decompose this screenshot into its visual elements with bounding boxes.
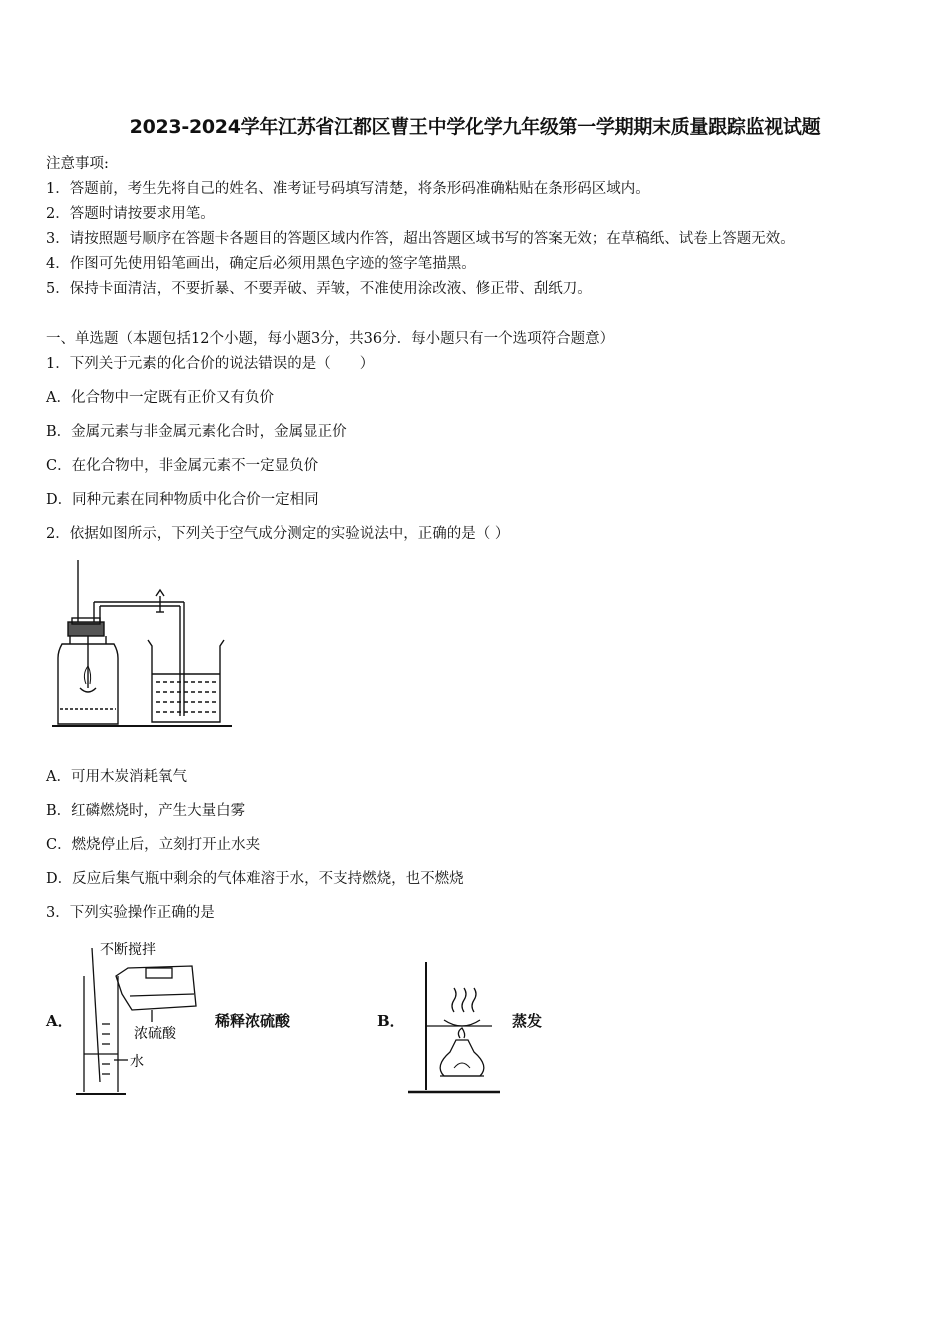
q3-option-b-label: 蒸发 [512,1012,543,1030]
q1-option-c: C．在化合物中，非金属元素不一定显负价 [46,458,319,474]
q2-option-c: C．燃烧停止后，立刻打开止水夹 [46,837,261,853]
evaporation-figure [404,958,504,1098]
notice-item: 2．答题时请按要求用笔。 [46,206,215,222]
q1-option-d: D．同种元素在同种物质中化合价一定相同 [46,492,319,508]
question-2-stem: 2．依据如图所示，下列关于空气成分测定的实验说法中，正确的是（ ） [46,526,510,542]
stir-label: 不断搅拌 [100,942,156,958]
q1-option-b: B．金属元素与非金属元素化合时，金属显正价 [46,424,347,440]
sulfuric-acid-label: 浓硫酸 [134,1026,176,1042]
notice-item: 3．请按照题号顺序在答题卡各题目的答题区域内作答，超出答题区域书写的答案无效；在草稿纸、试卷上答题无效。 [46,231,795,247]
dilute-sulfuric-acid-figure [72,938,212,1100]
q2-option-d: D．反应后集气瓶中剩余的气体难溶于水，不支持燃烧，也不燃烧 [46,871,464,887]
notice-item: 5．保持卡面清洁，不要折暴、不要弄破、弄皱，不准使用涂改液、修正带、刮纸刀。 [46,281,592,297]
question-1-stem: 1．下列关于元素的化合价的说法错误的是（ ） [46,356,375,372]
notice-heading: 注意事项: [46,156,109,172]
q3-option-a-label: 稀释浓硫酸 [215,1012,291,1030]
q3-option-b-letter: B． [377,1012,405,1030]
question-3-stem: 3．下列实验操作正确的是 [46,905,215,921]
notice-item: 4．作图可先使用铅笔画出，确定后必须用黑色字迹的签字笔描黑。 [46,256,476,272]
air-composition-apparatus-figure [48,556,238,731]
q2-option-b: B．红磷燃烧时，产生大量白雾 [46,803,246,819]
q2-option-a: A．可用木炭消耗氧气 [46,769,187,785]
q1-option-a: A．化合物中一定既有正价又有负价 [46,390,274,406]
notice-item: 1．答题前，考生先将自己的姓名、准考证号码填写清楚，将条形码准确粘贴在条形码区域内。 [46,181,650,197]
water-label: 水 [130,1054,144,1070]
page-title: 2023-2024学年江苏省江都区曹王中学化学九年级第一学期期末质量跟踪监视试题 [129,116,821,138]
section-heading: 一、单选题（本题包括12个小题，每小题3分，共36分．每小题只有一个选项符合题意） [46,331,615,347]
q3-option-a-letter: A． [46,1012,73,1030]
